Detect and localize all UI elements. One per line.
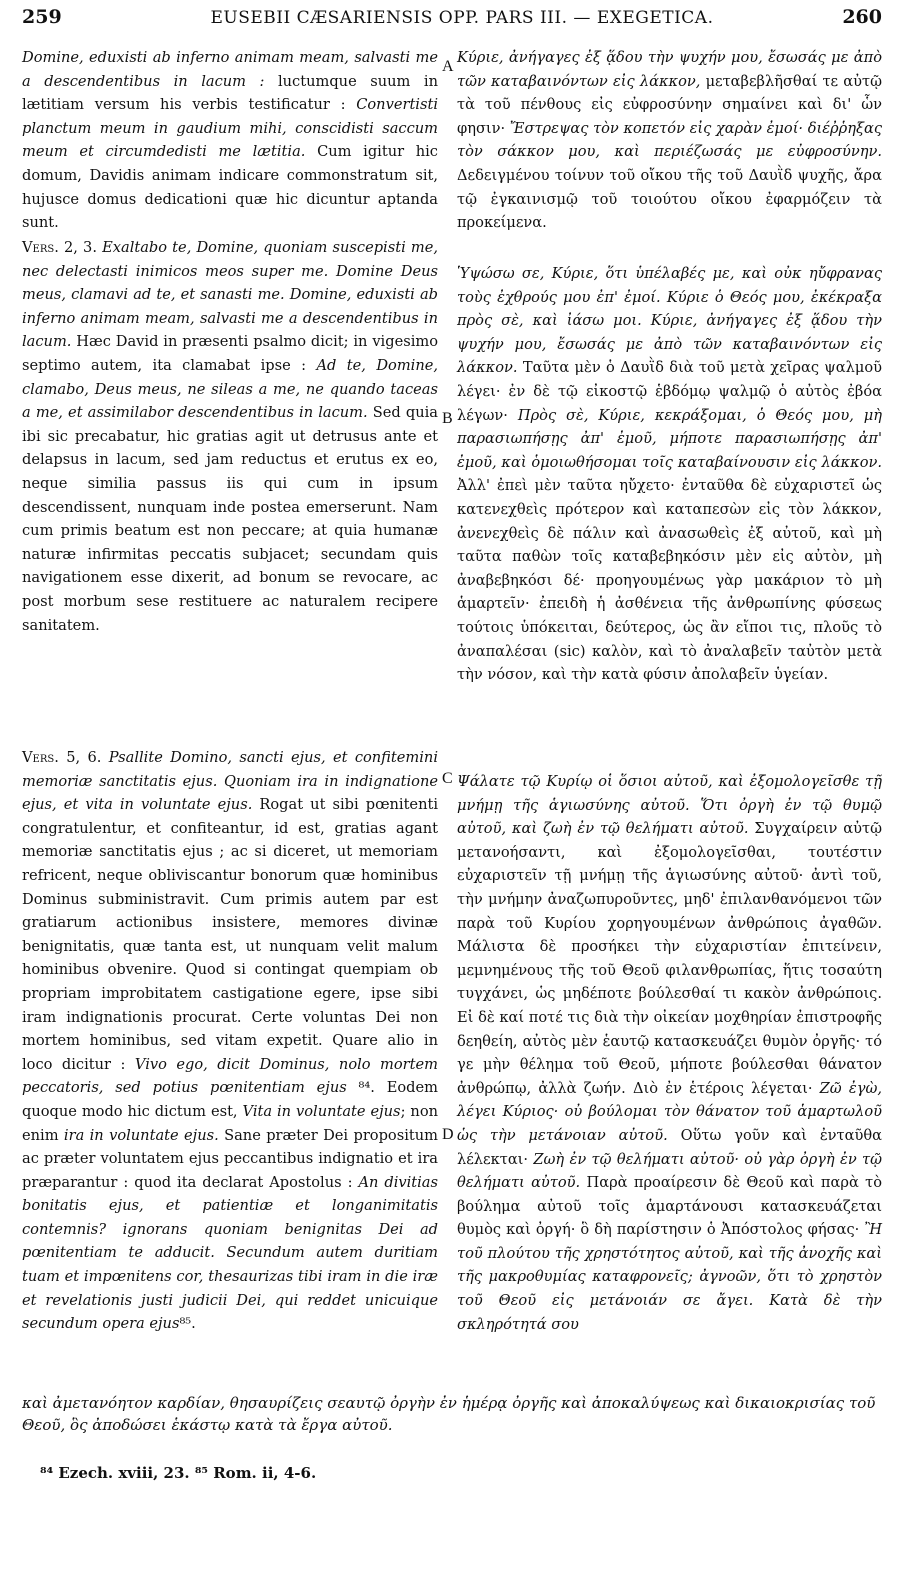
latin-p1-run-0: Domine, eduxisti ab inferno animam meam, salvasti me a descendentibus in lacum : xyxy=(22,49,438,90)
margin-marker-a: A xyxy=(442,58,454,75)
latin-p3-run-8: Sane præter Dei propositum ac præter voluntatem ejus peccantibus indignatio et ira præparantur : quod ita declarat Apostolus : xyxy=(22,1126,438,1191)
bottom-greek-line: καὶ ἀμετανόητον καρδίαν, θησαυρίζεις σεαυτῷ ὀργὴν ἐν ἡμέρᾳ ὀργῆς καὶ ἀποκαλύψεως καὶ δικαιοκρισίας τοῦ Θεοῦ, ὃς ἀποδώσει ἑκάστῳ κατὰ τὰ ἔργα αὐτοῦ. xyxy=(22,1394,876,1434)
page-number-left: 259 xyxy=(22,6,62,28)
latin-p3-run-1: Psallite Domino, sancti ejus, et confitemini memoriæ sanctitatis ejus. Quoniam ira in indignatione ejus, et vita in voluntate ejus. xyxy=(22,749,438,814)
latin-paragraph-2 xyxy=(22,236,438,637)
latin-p3-run-7: ira in voluntate ejus. xyxy=(63,1126,219,1144)
latin-p2-run-0: Vers. 2, 3. xyxy=(22,239,103,256)
margin-marker-b: B xyxy=(442,410,453,427)
latin-p2-run-4: Sed quia ibi sic precabatur, hic gratias agit ut detrusus ante et delapsus in lacum, sed jam reductus et erutus ex eo, neque similia passus iis qui cum in ipsum descendissent, nunquam inde postea emerserunt. Nam cum primis beatum est non peccare; at quia humanæ naturæ infirmitas peccatis subjacet; secundam quis navigationem esse dixerit, ad bonum se revocare, ac post morbum sese restituere ac naturalem recipere sanitatem. xyxy=(22,404,438,634)
margin-marker-d: D xyxy=(442,1126,454,1143)
latin-paragraph-3 xyxy=(22,746,438,1336)
greek-p3-run-4: Ζωὴ ἐν τῷ θελήματι αὐτοῦ· οὐ γὰρ ὀργὴ ἐν τῷ θελήματι αὐτοῦ. xyxy=(457,1150,882,1192)
greek-p1-run-1: μεταβεβλῆσθαί τε αὐτῷ τὰ τοῦ πένθους εἰς εὐφροσύνην σημαίνει καὶ δι' ὧν φησιν· xyxy=(457,72,882,137)
greek-paragraph-2 xyxy=(457,262,882,687)
latin-p3-run-5: Vita in voluntate ejus xyxy=(242,1102,401,1120)
latin-p1-run-3: Cum igitur hic domum, Davidis animam indicare commonstratum sit, hujusce domus dedicationi quæ hic dicuntur aptanda sunt. xyxy=(22,143,438,232)
latin-p2-run-2: Hæc David in præsenti psalmo dicit; in vigesimo septimo autem, ita clamabat ipse : xyxy=(22,333,438,374)
running-title: EUSEBII CÆSARIENSIS OPP. PARS III. — EXEGETICA. xyxy=(210,8,714,28)
greek-p2-run-2: Πρὸς σὲ, Κύριε, κεκράξομαι, ὁ Θεός μου, μὴ παρασιωπήσῃς ἀπ' ἐμοῦ, μήποτε παρασιωπήσῃς ἀπ' ἐμοῦ, καὶ ὁμοιωθήσομαι τοῖς καταβαίνουσιν εἰς λάκκον. xyxy=(457,406,882,471)
greek-p2-run-0: Ὑψώσω σε, Κύριε, ὅτι ὑπέλαβές με, καὶ οὐκ ηὔφρανας τοὺς ἐχθρούς μου ἐπ' ἐμοί. Κύριε ὁ Θεός μου, ἐκέκραξα πρὸς σὲ, καὶ ἰάσω μοι. Κύριε, ἀνήγαγες ἐξ ᾅδου τὴν ψυχήν μου, ἔσωσάς με ἀπὸ τῶν καταβαινόντων εἰς λάκκον. xyxy=(457,265,882,377)
greek-p3-run-5: Παρὰ προαίρεσιν δὲ Θεοῦ καὶ παρὰ τὸ βούλημα αὐτοῦ τοῖς ἁμαρτάνουσι κατασκευάζεται θυμὸς καὶ ὀργή· ὃ δὴ παρίστησιν ὁ Ἀπόστολος φήσας· xyxy=(457,1174,882,1239)
latin-p1-run-1: luctumque suum in lætitiam versum his verbis testificatur : xyxy=(22,72,438,114)
greek-p3-run-6: Ἢ τοῦ πλούτου τῆς χρηστότητος αὐτοῦ, καὶ τῆς ἀνοχῆς καὶ τῆς μακροθυμίας καταφρονεῖς; ἀγνοῶν, ὅτι τὸ χρηστὸν τοῦ Θεοῦ εἰς μετάνοιάν σε ἄγει. Κατὰ δὲ τὴν σκληρότητά σου xyxy=(457,1221,882,1333)
greek-p1-run-0: Κύριε, ἀνήγαγες ἐξ ᾅδου τὴν ψυχήν μου, ἔσωσάς με ἀπὸ τῶν καταβαινόντων εἰς λάκκον, xyxy=(457,49,882,90)
page-number-right: 260 xyxy=(842,6,882,28)
greek-p1-run-2: Ἔστρεψας τὸν κοπετόν εἰς χαρὰν ἐμοί· διέῤῥηξας τὸν σάκκον μου, καὶ περιέζωσάς με εὐφροσύνην. xyxy=(457,119,883,161)
greek-p3-run-0: Ψάλατε τῷ Κυρίῳ οἱ ὅσιοι αὐτοῦ, καὶ ἐξομολογεῖσθε τῇ μνήμῃ τῆς ἁγιωσύνης αὐτοῦ. Ὅτι ὀργὴ ἐν τῷ θυμῷ αὐτοῦ, καὶ ζωὴ ἐν τῷ θελήματι αὐτοῦ. xyxy=(457,773,882,838)
greek-p3-run-3: Οὕτω γοῦν καὶ ἐνταῦθα λέλεκται· xyxy=(457,1126,882,1168)
greek-p3-run-1: Συγχαίρειν αὐτῷ μετανοήσαντι, καὶ ἐξομολογεῖσθαι, τουτέστιν εὐχαριστεῖν τῇ μνήμῃ τῆς ἁγιωσύνης αὐτοῦ· ἀντὶ τοῦ, τὴν μνήμην ἀναζωπυροῦντες, μηδ' ἐπιλανθανόμενοι τῶν παρὰ τοῦ Κυρίου χορηγουμένων ἀνθρώποις ἀγαθῶν. Μάλιστα δὲ προσήκει τὴν εὐχαριστίαν ἐπιτείνειν, μεμνημένους τῆς τοῦ Θεοῦ φιλανθρωπίας, ἥτις τοσαύτη τυγχάνει, ὡς μηδέποτε βούλεσθαί τι κακὸν ἀνθρώποις. Εἰ δὲ καί ποτέ τις διὰ τὴν οἰκείαν μοχθηρίαν ἐπιστροφῆς δεηθείη, αὐτὸς μὲν ἑαυτῷ κατασκευάζει θυμὸν ὀργῆς· τό γε μὴν θέλημα τοῦ Θεοῦ, μήποτε βούλεσθαι θάνατον ἀνθρώπῳ, ἀλλὰ ζωήν. Διὸ ἐν ἑτέροις λέγεται· xyxy=(457,820,882,1097)
latin-p3-run-10: ⁸⁵. xyxy=(179,1315,196,1333)
latin-p2-run-3: Ad te, Domine, clamabo, Deus meus, ne sileas a me, ne quando taceas a me, et assimilabor descendentibus in lacum. xyxy=(22,356,439,422)
greek-paragraph-3 xyxy=(457,770,882,1336)
greek-p1-run-3: Δεδειγμένου τοίνυν τοῦ οἴκου τῆς τοῦ Δαυῒδ ψυχῆς, ἄρα τῷ ἐγκαινισμῷ τοῦ τοιούτου οἴκου ἐφαρμόζειν τὰ προκείμενα. xyxy=(457,166,882,232)
footnotes: ⁸⁴ Ezech. xviii, 23. ⁸⁵ Rom. ii, 4-6. xyxy=(40,1464,317,1482)
latin-p3-run-4: ⁸⁴. Eodem quoque modo hic dictum est, xyxy=(22,1079,438,1120)
latin-p2-run-1: Exaltabo te, Domine, quoniam suscepisti me, nec delectasti inimicos meos super me. Domine Deus meus, clamavi ad te, et sanasti me. Domine, eduxisti ab inferno animam meam, salvasti me a descendentibus in lacum. xyxy=(22,239,438,351)
latin-p1-run-2: Convertisti planctum meum in gaudium mihi, conscidisti saccum meum et circumdedisti me lætitia. xyxy=(22,96,438,161)
greek-p2-run-3: Ἀλλ' ἐπεὶ μὲν ταῦτα ηὔχετο· ἐνταῦθα δὲ εὐχαριστεῖ ὡς κατενεχθεὶς πρότερον καὶ καταπεσὼν εἰς τὸν λάκκον, ἀνενεχθεὶς δὲ πάλιν καὶ ἀνασωθεὶς ἐξ αὐτοῦ, καὶ μὴ ταῦτα παθὼν τοῖς καταβεβηκόσιν μὲν εἰς αὐτὸν, μὴ ἀναβεβηκόσι δέ· προηγουμένως γὰρ μακάριον τὸ μὴ ἁμαρτεῖν· ἐπειδὴ ἡ ἀσθένεια τῆς ἀνθρωπίνης φύσεως τούτοις ὑπόκειται, δεύτερος, ὡς ἂν εἴποι τις, πλοῦς τὸ ἀναπαλέσαι (sic) καλὸν, καὶ τὸ ἀναλαβεῖν ταὐτὸν μετὰ τὴν νόσον, καὶ τὴν κατὰ φύσιν ἀπολαβεῖν ὑγείαν. xyxy=(457,477,882,684)
latin-paragraph-1 xyxy=(22,46,438,235)
greek-p3-run-2: Ζῶ ἐγὼ, λέγει Κύριος· οὐ βούλομαι τὸν θάνατον τοῦ ἁμαρτωλοῦ ὡς τὴν μετάνοιαν αὐτοῦ. xyxy=(457,1079,882,1144)
greek-p2-run-1: Ταῦτα μὲν ὁ Δαυῒδ διὰ τοῦ μετὰ χεῖρας ψαλμοῦ λέγει· ἐν δὲ τῷ εἰκοστῷ ἑβδόμῳ ψαλμῷ ὁ αὐτὸς ἐβόα λέγων· xyxy=(457,359,882,424)
margin-marker-c: C xyxy=(442,770,453,787)
page-header xyxy=(22,6,882,36)
latin-p3-run-6: ; non enim xyxy=(22,1102,439,1144)
latin-p3-run-3: Vivo ego, dicit Dominus, nolo mortem peccatoris, sed potius pœnitentiam ejus xyxy=(22,1055,439,1097)
latin-p3-run-0: Vers. 5, 6. xyxy=(22,749,109,766)
greek-paragraph-1 xyxy=(457,46,882,235)
latin-p3-run-2: Rogat ut sibi pœnitenti congratulentur, et confiteantur, id est, gratias agant memoriæ sanctitatis ejus ; ac si diceret, ut memoriam refricent, neque obliviscantur bonorum quæ hominibus Dominus subministravit. Cum primis autem par est gratiarum actionibus insistere, memores divinæ benignitatis, quæ tanta est, ut nunquam velit malum hominibus obvenire. Quod si contingat quempiam ob propriam improbitatem castigatione egere, ipse sibi iram indignationis procurat. Certe voluntas Dei non mortem hominibus, sed vitam expetit. Quare alio in loco dicitur : xyxy=(22,796,439,1073)
latin-p3-run-9: An divitias bonitatis ejus, et patientiæ et longanimitatis contemnis? ignorans quoniam benignitas Dei ad pœnitentiam te adducit. Secundum autem duritiam tuam et impœnitens cor, thesaurizas tibi iram in die iræ et revelationis justi judicii Dei, qui reddet unicuique secundum opera ejus xyxy=(22,1173,438,1333)
